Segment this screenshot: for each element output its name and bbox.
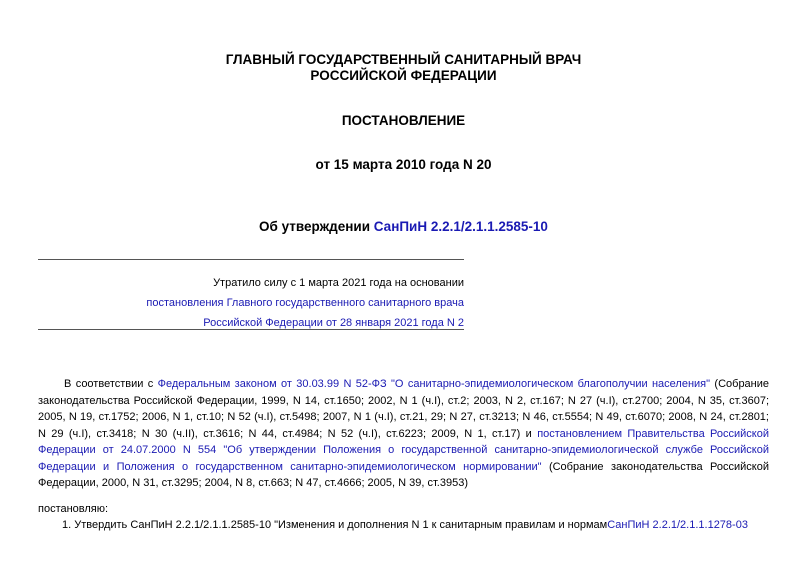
- status-note: [38, 273, 464, 333]
- preamble-text-3: (Собрание законодательства Российской Федерации, 2000, N 31, ст.3295; 2004, N 8, ст.663; N 47, ст.4666; 2005, N 39, ст.3953): [38, 460, 769, 489]
- resolve-label: постановляю:: [38, 503, 109, 515]
- item-1-text: 1. Утвердить СанПиН 2.2.1/2.1.1.2585-10 "Изменения и дополнения N 1 к санитарным правилам и нормам: [62, 519, 608, 531]
- repeal-decree-link-line1[interactable]: постановления Главного государственного санитарного врача: [146, 297, 464, 309]
- status-divider-bottom: [38, 329, 464, 330]
- document-date: от 15 марта 2010 года N 20: [315, 157, 492, 172]
- preamble-text-2: (Собрание законодательства Российской Федерации, 1999, N 14, ст.1650; 2002, N 1 (ч.I), ст.2; 2003, N 2, ст.167; N 27 (ч.I), ст.2700; 2004, N 35, ст.3607; 2005, N 19, ст.1752; 2006, N 1, ст.10; N 52 (ч.I), ст.5498; 2007, N 1 (ч.I), ст.21, 29; N 27, ст.3213; N 46, ст.5554; N 49, ст.6070; 2008, N 24, ст.2801; N 29 (ч.I), ст.3418; N 30 (ч.II), ст.3616; N 44, ст.4984; N 52 (ч.I), ст.6223; 2009, N 1, ст.17) и: [38, 378, 770, 440]
- issuing-authority-line2: РОССИЙСКОЙ ФЕДЕРАЦИИ: [310, 68, 497, 83]
- repeal-decree-link-line2[interactable]: Российской Федерации от 28 января 2021 года N 2: [203, 317, 464, 329]
- preamble-paragraph: [38, 376, 769, 492]
- status-note-line1: Утратило силу с 1 марта 2021 года на основании: [213, 277, 464, 289]
- preamble-text-1: В соответствии с: [64, 378, 158, 390]
- issuing-authority-line1: ГЛАВНЫЙ ГОСУДАРСТВЕННЫЙ САНИТАРНЫЙ ВРАЧ: [225, 52, 582, 67]
- status-divider-top: [38, 259, 464, 260]
- item-1: [38, 517, 769, 533]
- document-title: [0, 219, 807, 234]
- sanpin-title-link[interactable]: СанПиН 2.2.1/2.1.1.2585-10: [373, 219, 548, 234]
- title-prefix: Об утверждении: [259, 219, 374, 234]
- government-decree-link[interactable]: постановлением Правительства Российской Федерации от 24.07.2000 N 554 "Об утверждении Положения о государственной санитарно-эпидемиологической службе Российской Федерации и Положения о государственном санитарно-эпидемиологическом нормировании": [38, 427, 769, 473]
- sanpin-1278-link[interactable]: СанПиН 2.2.1/2.1.1.1278-03: [607, 519, 748, 531]
- document-type: ПОСТАНОВЛЕНИЕ: [341, 113, 466, 128]
- federal-law-link[interactable]: Федеральным законом от 30.03.99 N 52-ФЗ "О санитарно-эпидемиологическом благополучии населения": [157, 378, 711, 390]
